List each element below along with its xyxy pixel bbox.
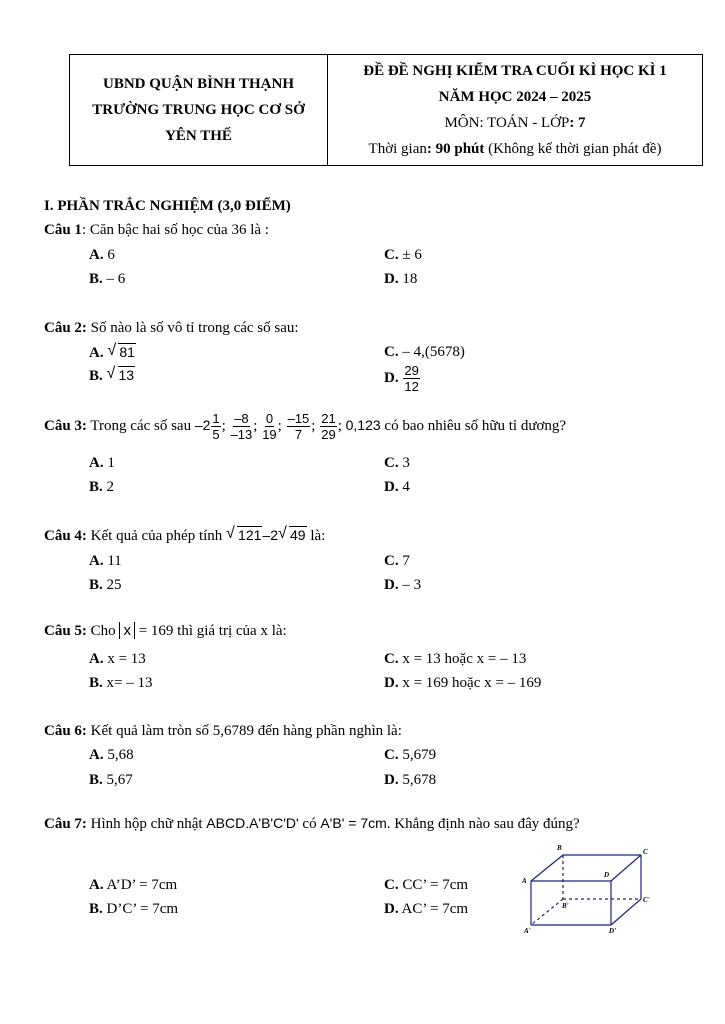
cuboid-figure <box>515 840 665 940</box>
school-info <box>70 55 328 165</box>
q1-option-c: C. ± 6 <box>384 247 422 263</box>
q1-option-b: B. – 6 <box>89 271 126 287</box>
q7-option-a: A. A’D’ = 7cm <box>89 877 178 893</box>
question-4: Câu 4: Kết quả của phép tính √ 121–2 √ 49 là: <box>44 525 326 544</box>
q6-option-b: B. 5,67 <box>89 772 133 788</box>
subject-line: MÔN: TOÁN - LỚP: 7 <box>444 115 586 131</box>
q3-option-a: A. 1 <box>89 455 115 471</box>
q3-option-c: C. 3 <box>384 455 410 471</box>
vertex-d1: D' <box>609 927 616 935</box>
q4-option-a: A. 11 <box>89 553 122 569</box>
vertex-a: A <box>522 877 527 885</box>
q7-option-b: B. D’C’ = 7cm <box>89 901 179 917</box>
question-6: Câu 6: Kết quả làm tròn số 5,6789 đến hàng phần nghìn là: <box>44 723 402 739</box>
question-2: Câu 2: Số nào là số vô tỉ trong các số sau: <box>44 320 299 336</box>
q4-option-c: C. 7 <box>384 553 410 569</box>
q4-option-b: B. 25 <box>89 577 122 593</box>
vertex-c1: C' <box>643 896 650 904</box>
q6-option-c: C. 5,679 <box>384 747 437 763</box>
q3-option-d: D. 4 <box>384 479 410 495</box>
q2-option-a: A. √ 81 <box>89 342 135 361</box>
vertex-b: B <box>557 844 562 852</box>
q2-option-c: C. – 4,(5678) <box>384 344 465 360</box>
q2-option-d: D. $\frac{29}{12}$ <box>384 363 419 394</box>
q7-option-d: D. AC’ = 7cm <box>384 901 469 917</box>
exam-title: ĐỀ ĐỀ NGHỊ KIỂM TRA CUỐI KÌ HỌC KÌ 1 <box>363 63 667 79</box>
exam-info <box>328 55 702 165</box>
vertex-b1: B' <box>562 902 569 910</box>
time-line: Thời gian: 90 phút (Không kể thời gian phát đề) <box>368 141 662 157</box>
question-3: Câu 3: Trong các số sau –2 $\frac{1}{5}$ ; $\frac{-8}{-13}$ ; $\frac{0}{19}$ ; $\frac{-15}{7}$ ; $\frac{21}{29}$ ; 0,123 có bao nhiêu số hữu tỉ dương? <box>44 411 567 442</box>
q5-option-d: D. x = 169 hoặc x = – 169 <box>384 675 542 691</box>
q1-option-a: A. 6 <box>89 247 115 263</box>
section-title: I. PHẦN TRẮC NGHIỆM (3,0 ĐIỂM) <box>44 198 291 214</box>
exam-header <box>69 54 703 166</box>
q5-option-c: C. x = 13 hoặc x = – 13 <box>384 651 527 667</box>
q2-option-b: B. √ 13 <box>89 365 135 384</box>
q6-option-d: D. 5,678 <box>384 772 437 788</box>
q7-option-c: C. CC’ = 7cm <box>384 877 469 893</box>
question-1: Câu 1: Căn bậc hai số học của 36 là : <box>44 222 269 238</box>
vertex-c: C <box>643 848 648 856</box>
q5-option-b: B. x= – 13 <box>89 675 153 691</box>
vertex-a1: A' <box>524 927 531 935</box>
q6-option-a: A. 5,68 <box>89 747 134 763</box>
question-5: Câu 5: Cho x = 169 thì giá trị của x là: <box>44 622 287 639</box>
district-name: UBND QUẬN BÌNH THẠNH <box>103 76 294 92</box>
school-name: TRƯỜNG TRUNG HỌC CƠ SỞ <box>92 102 305 118</box>
question-7: Câu 7: Hình hộp chữ nhật ABCD.A'B'C'D' có A'B' = 7cm. Khẳng định nào sau đây đúng? <box>44 815 580 832</box>
q3-option-b: B. 2 <box>89 479 115 495</box>
school-year: NĂM HỌC 2024 – 2025 <box>438 89 592 105</box>
q4-option-d: D. – 3 <box>384 577 422 593</box>
vertex-d: D <box>604 871 610 879</box>
school-name-2: YÊN THẾ <box>165 128 232 144</box>
q5-option-a: A. x = 13 <box>89 651 146 667</box>
q1-option-d: D. 18 <box>384 271 418 287</box>
